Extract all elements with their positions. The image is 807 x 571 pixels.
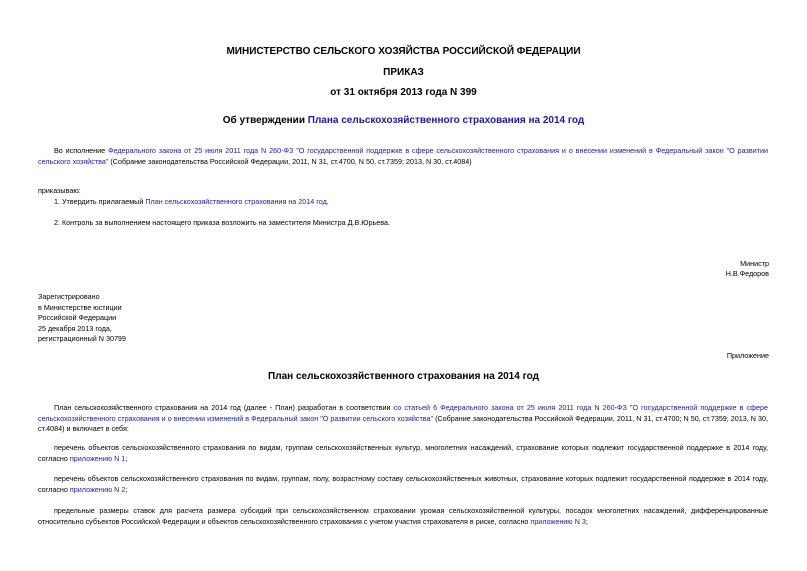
order-item-2: 2. Контроль за выполнением настоящего приказа возложить на заместителя Министра Д.В.Юрьева.: [54, 218, 390, 227]
appendix-3-link[interactable]: приложению N 3: [530, 516, 586, 526]
item1-plan-link[interactable]: План сельскохозяйственного страхования на 2014 год: [145, 197, 327, 206]
item1-prefix: 1. Утвердить прилагаемый: [54, 197, 146, 206]
preamble-prefix: Во исполнение: [54, 146, 109, 155]
registration-line-2: в Министерстве юстиции: [38, 302, 122, 312]
preamble-law-link[interactable]: Федерального закона от 25 июля 2011 года N 260-ФЗ "О государственной поддержке в сфере сельскохозяйственного страхования и о внесении изменений в Федеральный закон "О развитии сельского хозяйства": [38, 146, 768, 166]
plan-title: План сельскохозяйственного страхования на 2014 год: [268, 371, 539, 382]
plan-item3-suffix: ;: [585, 516, 588, 526]
plan-intro-paragraph: [38, 403, 768, 435]
plan-item1-prefix: перечень объектов сельскохозяйственного страхования по видам, группам сельскохозяйственных культур, многолетних насаждений, страхование которых подлежит государственной поддержке в 2014 году, согласно: [38, 443, 768, 463]
registration-line-1: Зарегистрировано: [38, 292, 100, 301]
title-prefix: Об утверждении: [222, 115, 308, 126]
plan-intro-prefix: План сельскохозяйственного страхования на 2014 год (далее - План) разработан в соответствии: [54, 403, 394, 412]
title-link[interactable]: Плана сельскохозяйственного страхования на 2014 год: [307, 115, 585, 126]
registration-line-5: регистрационный N 30799: [38, 334, 126, 343]
document-type: ПРИКАЗ: [383, 67, 424, 78]
item1-suffix: .: [326, 197, 329, 206]
plan-item2-prefix: перечень объектов сельскохозяйственного страхования по видам, группам, полу, возрастному составу сельскохозяйственных животных, страхование которых подлежит государственной поддержке в 2014 году, согласно: [38, 474, 768, 494]
preamble-paragraph: [38, 146, 768, 167]
signature-name: Н.В.Федоров: [725, 269, 769, 278]
plan-item1-suffix: ;: [125, 453, 128, 463]
appendix-label: Приложение: [726, 351, 769, 360]
appendix-1-link[interactable]: приложению N 1: [69, 453, 126, 463]
plan-item2-suffix: ;: [125, 484, 128, 494]
order-word: приказываю:: [38, 186, 81, 195]
ministry-heading: МИНИСТЕРСТВО СЕЛЬСКОГО ХОЗЯЙСТВА РОССИЙСКОЙ ФЕДЕРАЦИИ: [226, 46, 581, 57]
registration-line-3: Российской Федерации: [38, 313, 117, 322]
plan-item-1: [38, 443, 768, 464]
plan-intro-suffix: (Собрание законодательства Российской Федерации, 2011, N 31, ст.4700; N 50, ст.7359; 2013, N 30, ст.4084) и включает в себя:: [38, 413, 768, 433]
appendix-2-link[interactable]: приложению N 2: [69, 484, 126, 494]
registration-block: [38, 292, 126, 345]
plan-item3-prefix: предельные размеры ставок для расчета размера субсидий при сельскохозяйственном страховании урожая сельскохозяйственной культуры, посадок многолетних насаждений, дифференцированные относительно субъектов Российской Федерации и объектов сельскохозяйственного страхования с учетом участия страхователя в риске, согласно: [38, 506, 768, 526]
signature-position: Министр: [740, 259, 769, 268]
plan-item-3: [38, 506, 768, 527]
order-item-1: [54, 197, 329, 208]
preamble-suffix: (Собрание законодательства Российской Федерации, 2011, N 31, ст.4700, N 50, ст.7359; 2013, N 30, ст.4084): [108, 156, 472, 166]
plan-item-2: [38, 474, 768, 495]
document-title: [0, 115, 807, 126]
document-date: от 31 октября 2013 года N 399: [330, 87, 477, 98]
registration-line-4: 25 декабря 2013 года,: [38, 323, 112, 333]
plan-intro-law-link[interactable]: со статьей 6 Федерального закона от 25 июля 2011 года N 260-ФЗ "О государственной поддержке в сфере сельскохозяйственного страхования и о внесении изменений в Федеральный закон "О развитии сельского хозяйства": [38, 403, 768, 423]
